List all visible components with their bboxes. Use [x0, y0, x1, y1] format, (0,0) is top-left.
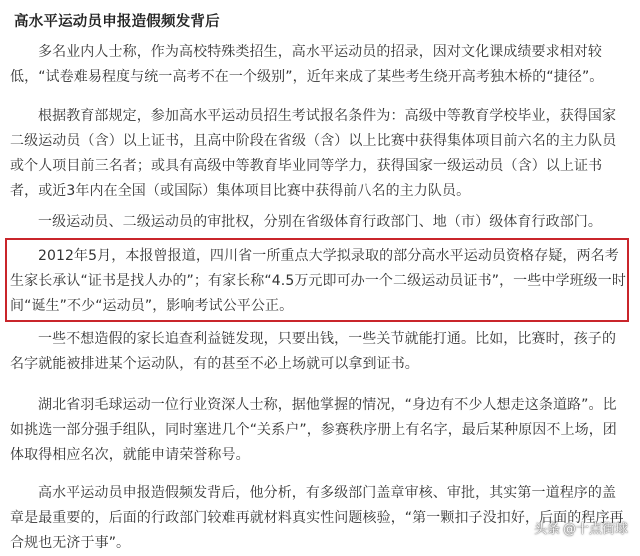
article-paragraph-4-highlighted: 2012年5月，本报曾报道，四川省一所重点大学拟录取的部分高水平运动员资格存疑，两名考生家长承认“证书是找人办的”；有家长称“4.5万元即可办一个二级运动员证书”，一些中学班级一时间“诞生”不少“运动员”，影响考试公平公正。 [10, 248, 626, 314]
article-paragraph-6: 湖北省羽毛球运动一位行业资深人士称，据他掌握的情况，“身边有不少人想走这条道路”。比如挑选一部分强手组队，同时塞进几个“关系户”，参赛秩序册上有名字，最后某种原因不上场，团体取得相应名次，就能申请荣誉称号。 [10, 397, 617, 463]
article-paragraph-2: 根据教育部规定，参加高水平运动员招生考试报名条件为：高级中等教育学校毕业，获得国家二级运动员（含）以上证书，且高中阶段在省级（含）以上比赛中获得集体项目前六名的主力队员或个人项目前三名者；或具有高级中等教育毕业同等学力，获得国家一级运动员（含）以上证书者，或近3年内在全国（或国际）集体项目比赛中获得前八名的主力队员。 [10, 108, 617, 199]
article-paragraph-3: 一级运动员、二级运动员的审批权，分别在省级体育行政部门、地（市）级体育行政部门。 [38, 214, 602, 230]
watermark [534, 518, 628, 537]
watermark-author: @十点街球 [562, 522, 628, 537]
article-title: 高水平运动员申报造假频发背后 [14, 14, 220, 30]
article-paragraph-5: 一些不想造假的家长追查利益链发现，只要出钱，一些关节就能打通。比如，比赛时，孩子的名字就能被排进某个运动队，有的甚至不必上场就可以拿到证书。 [10, 331, 617, 372]
watermark-platform: 头条 [533, 522, 560, 537]
article-paragraph-7: 高水平运动员申报造假频发背后，他分析，有多级部门盖章审核、审批，其实第一道程序的盖章是最重要的，后面的行政部门较难再就材料真实性问题核验，“第一颗扣子没扣好，后面的程序再合规也无济于事”。 [10, 485, 624, 551]
article-paragraph-1: 多名业内人士称，作为高校特殊类招生，高水平运动员的招录，因对文化课成绩要求相对较低，“试卷难易程度与统一高考不在一个级别”，近年来成了某些考生绕开高考独木桥的“捷径”。 [10, 44, 604, 85]
